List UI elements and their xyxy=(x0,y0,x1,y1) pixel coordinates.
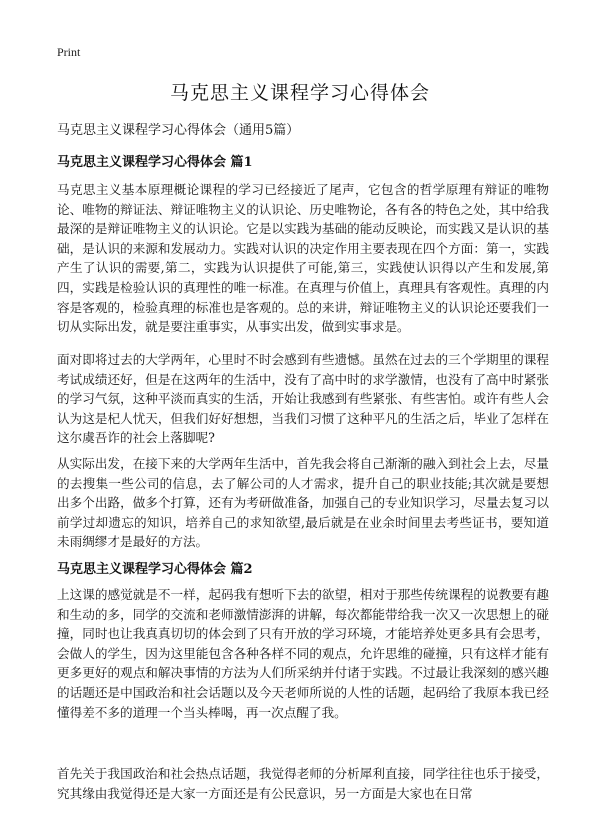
section-heading-1: 马克思主义课程学习心得体会 篇1 xyxy=(57,155,253,170)
paragraph: 面对即将过去的大学两年，心里时不时会感到有些遗憾。虽然在过去的三个学期里的课程考试成绩还好，但是在这两年的生活中，没有了高中时的求学激情，也没有了高中时紧张的学习气氛，这种平淡而真实的生活，开始让我感到有些紧张、有些害怕。或许有些人会认为这是杞人忧天，但我们好好想想，当我们习惯了这种平凡的生活之后，毕业了怎样在这尔虞吾诈的社会上落脚呢? xyxy=(57,352,549,446)
document-subtitle: 马克思主义课程学习心得体会（通用5篇） xyxy=(57,123,300,138)
section-heading-2: 马克思主义课程学习心得体会 篇2 xyxy=(57,562,253,577)
paragraph: 首先关于我国政治和社会热点话题，我觉得老师的分析犀利直接，同学往往也乐于接受，究其缘由我觉得还是大家一方面还是有公民意识，另一方面是大家也在日常 xyxy=(57,766,549,801)
print-label[interactable]: Print xyxy=(57,45,81,59)
document-title: 马克思主义课程学习心得体会 xyxy=(169,82,430,104)
paragraph: 马克思主义基本原理概论课程的学习已经接近了尾声，它包含的哲学原理有辩证的唯物论、唯物的辩证法、辩证唯物主义的认识论、历史唯物论，各有各的特色之处，其中给我最深的是辩证唯物主义的认识论。它是以实践为基础的能动反映论，而实践又是认识的基础，是认识的来源和发展动力。实践对认识的决定作用主要表现在四个方面：第一，实践产生了认识的需要,第二，实践为认识提供了可能,第三，实践使认识得以产生和发展,第四，实践是检验认识的真理性的唯一标准。在真理与价值上，真理具有客观性。真理的内容是客观的，检验真理的标准也是客观的。总的来讲，辩证唯物主义的认识论还要我们一切从实际出发，就是要注重事实，从事实出发，做到实事求是。 xyxy=(57,182,549,335)
paragraph: 上这课的感觉就是不一样，起码我有想听下去的欲望，相对于那些传统课程的说教要有趣和生动的多，同学的交流和老师激情澎湃的讲解，每次都能带给我一次又一次思想上的碰撞，同时也让我真真切切的体会到了只有开放的学习环境，才能培养处更多具有会思考，会做人的学生，因为这里能包含各种各样不同的观点，允许思维的碰撞，只有这样才能有更多更好的观点和解决事情的方法为人们所采纳并付诸于实践。不过最让我深刻的感兴趣的话题还是中国政治和社会话题以及今天老师所说的人性的话题，起码给了我原本我已经懂得差不多的道理一个当头棒喝，再一次点醒了我。 xyxy=(57,587,549,720)
paragraph: 从实际出发，在接下来的大学两年生活中，首先我会将自己渐渐的融入到社会上去，尽量的去搜集一些公司的信息，去了解公司的人才需求，提升自己的职业技能;其次就是要想出多个出路，做多个打算，还有为考研做准备，加强自己的专业知识学习，尽量去复习以前学过却遗忘的知识，培养自己的求知欲望,最后就是在业余时间里去考些证书，要知道未雨绸缪才是最好的方法。 xyxy=(57,456,549,550)
